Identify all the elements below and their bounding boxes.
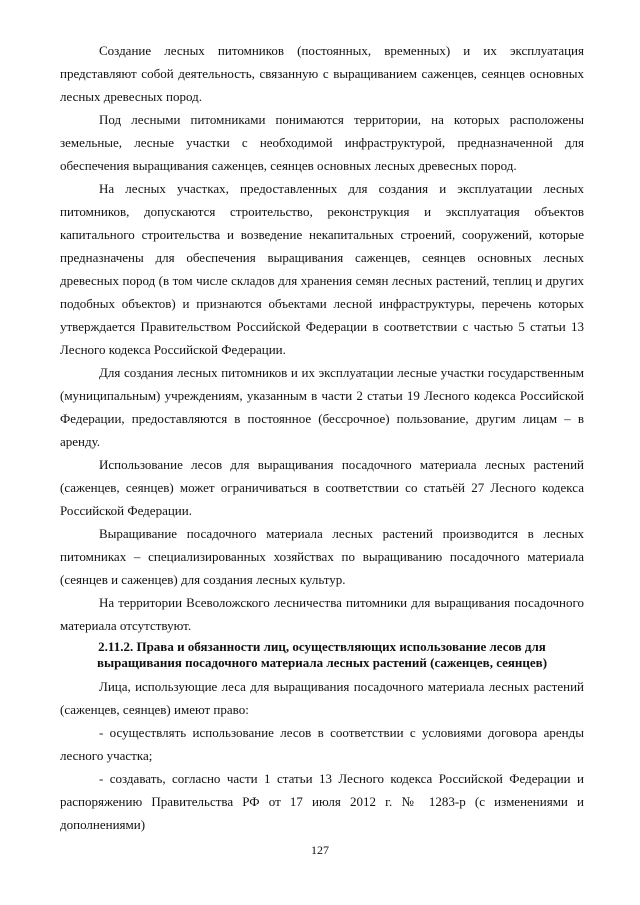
paragraph-vsevolozhsk-absence: На территории Всеволожского лесничества питомники для выращивания посадочного материала отсутствуют.: [60, 595, 584, 633]
paragraph-right-create: - создавать, согласно части 1 статьи 13 Лесного кодекса Российской Федерации и распоряжению Правительства РФ от 17 июля 2012 г. № 1283-р (с изменениями и дополнениями): [60, 771, 584, 832]
paragraph-cultivation-in-nurseries: Выращивание посадочного материала лесных растений производится в лесных питомниках – специализированных хозяйствах по выращиванию посадочного материала (сеянцев и саженцев) для создания лесных культур.: [60, 526, 584, 587]
paragraph-right-lease-use: - осуществлять использование лесов в соответствии с условиями договора аренды лесного участка;: [60, 725, 584, 763]
paragraph-construction-permitted: На лесных участках, предоставленных для создания и эксплуатации лесных питомников, допускаются строительство, реконструкция и эксплуатация объектов капитального строительства и возведение некапитальных строений, сооружений, которые предназначены для обеспечения выращивания саженцев, сеянцев основных лесных древесных пород (в том числе складов для хранения семян лесных растений, теплиц и других подобных объектов) и признаются объектами лесной инфраструктуры, перечень которых утверждается Правительством Российской Федерации в соответствии с частью 5 статьи 13 Лесного кодекса Российской Федерации.: [60, 181, 584, 357]
paragraph-rights-intro: Лица, использующие леса для выращивания посадочного материала лесных растений (саженцев, сеянцев) имеют право:: [60, 679, 584, 717]
paragraph-nursery-definition: Под лесными питомниками понимаются территории, на которых расположены земельные, лесные участки с необходимой инфраструктурой, предназначенной для обеспечения выращивания саженцев, сеянцев основных лесных древесных пород.: [60, 112, 584, 173]
paragraph-use-restriction: Использование лесов для выращивания посадочного материала лесных растений (саженцев, сеянцев) может ограничиваться в соответствии со статьёй 27 Лесного кодекса Российской Федерации.: [60, 457, 584, 518]
page-number: 127: [311, 843, 329, 857]
paragraph-land-provision: Для создания лесных питомников и их эксплуатации лесные участки государственным (муниципальным) учреждениям, указанным в части 2 статьи 19 Лесного кодекса Российской Федерации, предоставляются в постоянное (бессрочное) пользование, другим лицам – в аренду.: [60, 365, 584, 449]
body-text: [60, 39, 584, 836]
paragraph-nursery-creation: Создание лесных питомников (постоянных, временных) и их эксплуатация представляют собой деятельность, связанную с выращиванием саженцев, сеянцев основных лесных древесных пород.: [60, 43, 584, 104]
section-heading: 2.11.2. Права и обязанности лиц, осуществляющих использование лесов для выращивания посадочного материала лесных растений (саженцев, сеянцев): [96, 639, 548, 670]
